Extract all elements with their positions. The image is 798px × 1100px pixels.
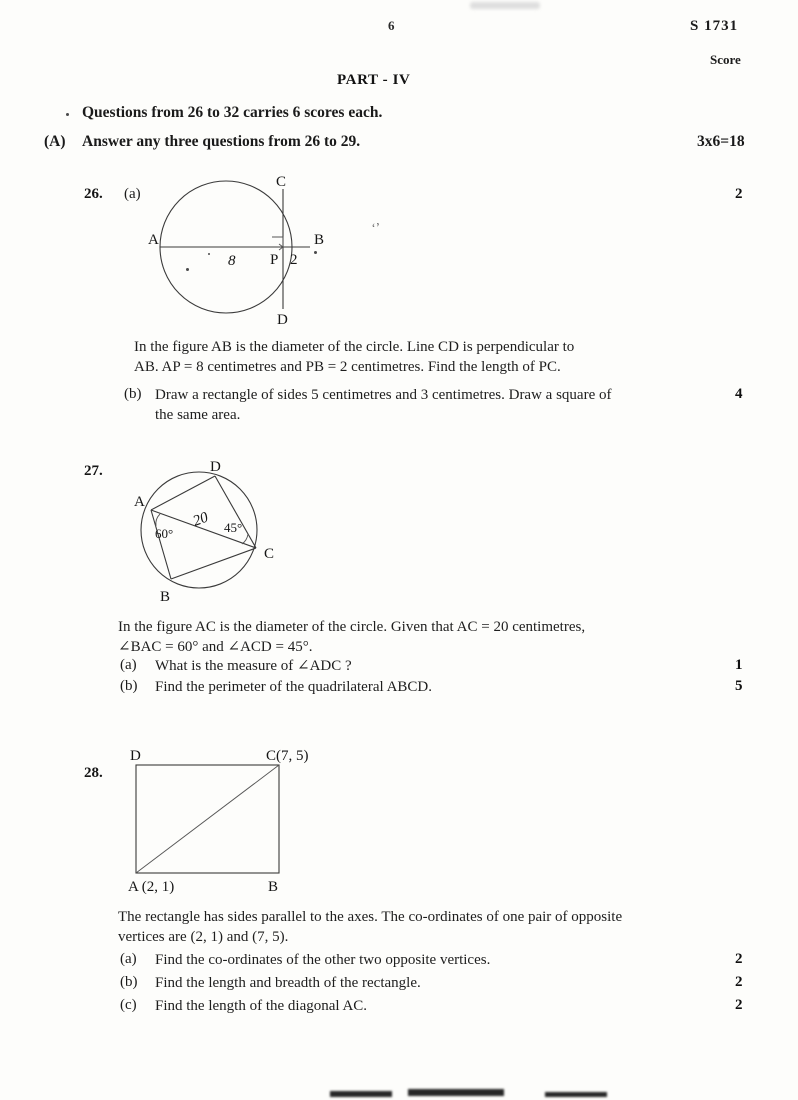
question-26b-text: [155, 386, 730, 425]
question-26b-label: (b): [124, 386, 142, 402]
question-28-stem-line-2: vertices are (2, 1) and (7, 5).: [118, 928, 289, 945]
question-27-stem: [118, 618, 748, 657]
scan-smudge-top: [470, 2, 540, 9]
figure-27-label-d: D: [210, 459, 221, 475]
question-28a-label: (a): [120, 951, 137, 967]
figure-28-label-a: A (2, 1): [128, 879, 175, 895]
question-28-number: 28.: [84, 765, 103, 781]
figure-27-label-c: C: [264, 546, 275, 562]
ink-dot: [208, 253, 210, 255]
question-26b-line-1: Draw a rectangle of sides 5 centimetres and 3 centimetres. Draw a square of: [155, 387, 612, 403]
question-26b-marks: 4: [735, 386, 743, 402]
figure-26-length-ap: 8: [228, 253, 236, 269]
figure-28-label-d: D: [130, 748, 141, 764]
question-26a-text: [134, 338, 734, 377]
page-number: 6: [388, 18, 395, 33]
question-26a-marks: 2: [735, 186, 743, 202]
question-27b-label: (b): [120, 678, 138, 694]
question-27-stem-line-2: ∠BAC = 60° and ∠ACD = 45°.: [118, 638, 313, 655]
scan-edge-mark: [408, 1089, 504, 1096]
figure-28-label-c: C(7, 5): [266, 748, 309, 764]
figure-26-label-d: D: [277, 312, 288, 328]
question-26a-line-1: In the figure AB is the diameter of the circle. Line CD is perpendicular to: [134, 339, 575, 355]
question-26-number: 26.: [84, 186, 103, 202]
figure-27-label-b: B: [160, 589, 171, 605]
figure-26-label-c: C: [276, 174, 287, 190]
question-27-number: 27.: [84, 463, 103, 479]
ink-dot: [66, 113, 69, 116]
question-27a-text: What is the measure of ∠ADC ?: [155, 658, 352, 674]
question-27-stem-line-1: In the figure AC is the diameter of the circle. Given that AC = 20 centimetres,: [118, 619, 586, 635]
ink-dot: [186, 268, 189, 271]
figure-question-27: [134, 459, 288, 608]
figure-26-length-pb: 2: [290, 252, 298, 268]
ink-dot: [314, 251, 317, 254]
section-instruction: Answer any three questions from 26 to 29.: [82, 133, 361, 150]
section-marks: 3x6=18: [697, 133, 745, 150]
section-letter: (A): [44, 133, 66, 150]
score-label: Score: [710, 52, 741, 67]
scan-edge-mark: [330, 1091, 392, 1097]
question-28c-marks: 2: [735, 997, 743, 1013]
question-27b-text: Find the perimeter of the quadrilateral ABCD.: [155, 679, 433, 695]
figure-26-label-b: B: [314, 232, 325, 248]
figure-27-angle-acd: 45°: [224, 520, 243, 535]
question-28-stem-line-1: The rectangle has sides parallel to the axes. The co-ordinates of one pair of opposite: [118, 909, 623, 925]
figure-26-label-p: P: [270, 252, 279, 268]
question-27a-marks: 1: [735, 657, 743, 673]
figure-question-28: [124, 746, 334, 894]
stray-ink-mark: ‘’: [369, 219, 381, 236]
figure-27-label-a: A: [134, 494, 145, 510]
figure-28-label-b: B: [268, 879, 279, 895]
paper-code: S 1731: [690, 18, 739, 34]
question-26a-label: (a): [124, 186, 141, 202]
figure-question-26: [148, 174, 360, 328]
question-28c-text: Find the length of the diagonal AC.: [155, 998, 368, 1014]
question-28a-text: Find the co-ordinates of the other two opposite vertices.: [155, 952, 491, 968]
figure-26-label-a: A: [148, 232, 159, 248]
scan-edge-mark: [545, 1092, 607, 1097]
question-27b-marks: 5: [735, 678, 743, 694]
figure-27-angle-bac: 60°: [155, 526, 174, 541]
figure-27-diameter-length: 20: [190, 509, 211, 530]
question-26b-line-2: the same area.: [155, 406, 241, 423]
question-28c-label: (c): [120, 997, 137, 1013]
question-28a-marks: 2: [735, 951, 743, 967]
question-26a-line-2: AB. AP = 8 centimetres and PB = 2 centimetres. Find the length of PC.: [134, 358, 561, 375]
question-28b-text: Find the length and breadth of the rectangle.: [155, 975, 421, 991]
question-27a-label: (a): [120, 657, 137, 673]
part-title: PART - IV: [337, 72, 411, 88]
general-instruction: Questions from 26 to 32 carries 6 scores each.: [82, 104, 383, 121]
question-28b-label: (b): [120, 974, 138, 990]
question-28b-marks: 2: [735, 974, 743, 990]
question-28-stem: [118, 908, 758, 947]
